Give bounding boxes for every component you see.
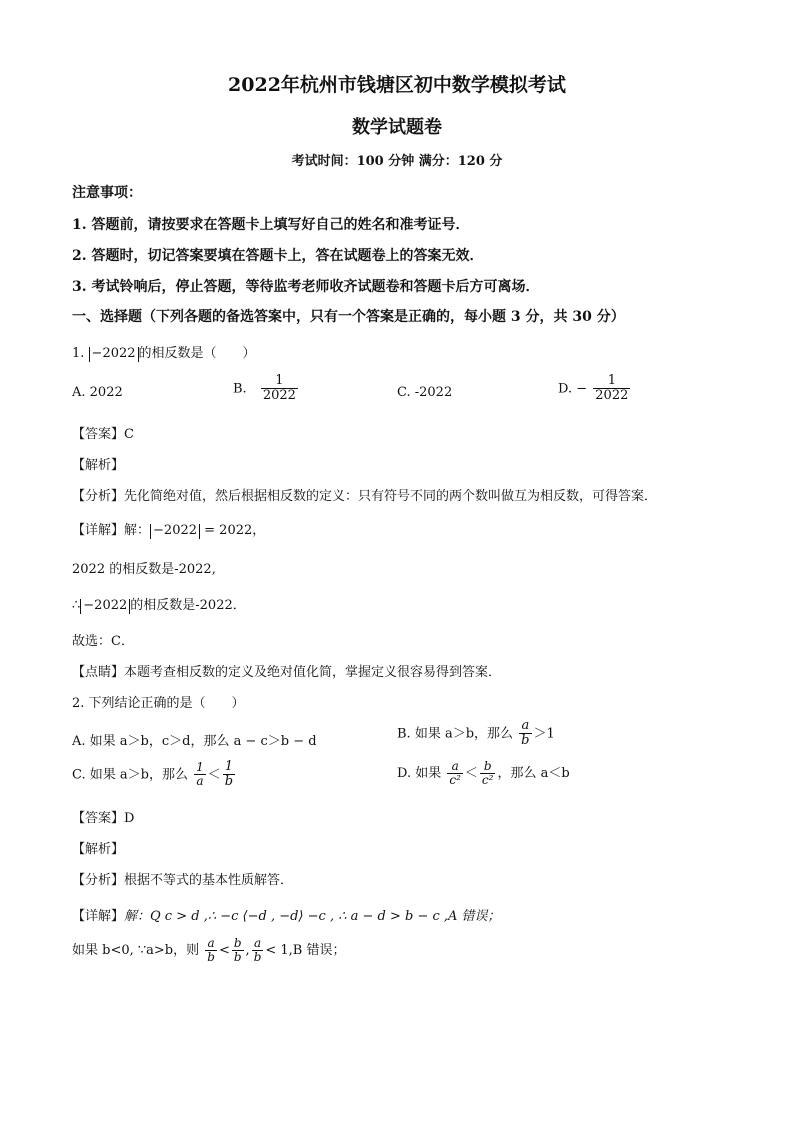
q1-option-c: C. -2022 [397, 385, 453, 400]
fraction-denominator: b [224, 774, 234, 790]
comma: , [245, 943, 250, 959]
exam-info: 考试时间：100 分钟 满分：120 分 [291, 154, 503, 169]
q1-option-b-fraction [261, 374, 298, 404]
answer-tag: 【答案】 [72, 811, 125, 826]
q1-stem [72, 342, 256, 362]
answer-tag: 【答案】 [72, 427, 125, 442]
dianjing-text: 本题考查相反数的定义及绝对值化简，掌握定义很容易得到答案． [124, 665, 502, 680]
fenxi-text: 根据不等式的基本性质解答． [124, 873, 294, 888]
q2-option-d [397, 760, 570, 787]
q2-option-d-prefix: D. 如果 [397, 766, 442, 782]
fraction-numerator: a [521, 718, 530, 733]
fraction-denominator: b [253, 950, 262, 965]
q1-abs-value: −2022 [89, 347, 139, 362]
fraction-denominator: b [207, 950, 215, 965]
q1-stem-tail: 的相反数是（ ） [138, 346, 256, 361]
exam-subtitle: 数学试题卷 [352, 117, 442, 138]
q2-option-c-fraction-2 [223, 760, 235, 790]
fenxi-tag: 【分析】 [72, 489, 125, 504]
q2-detail [72, 905, 501, 924]
fraction-denominator: 2022 [262, 388, 296, 404]
q2-option-c [72, 760, 237, 790]
answer-value: D [124, 811, 135, 826]
less-than: < [218, 943, 230, 959]
fraction-numerator: 1 [196, 760, 204, 775]
fraction-numerator: 1 [607, 373, 616, 388]
fraction-numerator: a [451, 759, 459, 773]
note-item-1: 1. 答题前，请按要求在答题卡上填写好自己的姓名和准考证号． [72, 217, 470, 233]
fraction-denominator: a [194, 774, 206, 788]
note-item-2: 2. 答题时，切记答案要填在答题卡上，答在试题卷上的答案无效． [72, 248, 484, 264]
therefore-symbol: ∴ [72, 598, 81, 613]
less-than: ＜ [207, 767, 221, 783]
q2-option-d-fraction-1 [447, 760, 463, 787]
detail-eq: = 2022， [204, 523, 266, 538]
q1-option-a: A. 2022 [72, 385, 123, 400]
q1-answer [72, 423, 134, 442]
q1-choose: 故选：C． [72, 634, 134, 649]
note-item-3: 3. 考试铃响后，停止答题，等待监考老师收齐试题卷和答题卡后方可离场． [72, 279, 540, 295]
fraction-numerator: b [483, 759, 492, 773]
line3-abs-value: −2022 [80, 599, 130, 614]
fraction-denominator: c² [481, 773, 494, 788]
less-than: ＜ [464, 766, 478, 782]
q2-answer [72, 807, 134, 826]
fraction-numerator: a [207, 936, 215, 950]
q2-option-b-prefix: B. 如果 a＞b，那么 [397, 726, 514, 742]
fraction-numerator: 1 [224, 759, 234, 774]
q2-option-b [397, 719, 555, 749]
detail-abs-value: −2022 [150, 524, 200, 539]
line2-fraction-3 [252, 937, 264, 964]
exam-title: 2022年杭州市钱塘区初中数学模拟考试 [228, 74, 566, 96]
fenxi-text: 先化简绝对值，然后根据相反数的定义：只有符号不同的两个数叫做互为相反数，可得答案． [124, 489, 658, 504]
fraction-denominator: b [521, 733, 530, 749]
answer-value: C [124, 427, 134, 442]
detail-prefix: 解： [124, 523, 151, 538]
q1-fenxi [72, 485, 657, 504]
fraction-denominator: b [233, 950, 242, 965]
detail-tag: 【详解】 [72, 523, 125, 538]
detail-tag: 【详解】 [72, 909, 125, 924]
q2-option-d-suffix: ，那么 a＜b [497, 766, 570, 782]
q2-option-c-prefix: C. 如果 a＞b，那么 [72, 767, 188, 783]
q1-line2: 2022 的相反数是-2022, [72, 562, 216, 577]
q2-option-b-suffix: ＞1 [533, 726, 555, 742]
fraction-denominator: 2022 [595, 388, 629, 404]
fenxi-tag: 【分析】 [72, 873, 125, 888]
q1-option-d-sign: − [576, 381, 588, 397]
q1-number: 1. [72, 346, 85, 361]
line2-prefix: 如果 b<0, ∵a>b，则 [72, 943, 200, 959]
q2-fenxi [72, 869, 293, 888]
fraction-numerator: b [233, 936, 242, 950]
q1-analysis-tag: 【解析】 [72, 458, 125, 473]
line2-suffix: < 1,B 错误； [265, 943, 346, 959]
q2-option-d-fraction-2 [480, 760, 496, 787]
line2-fraction-1 [205, 937, 217, 964]
q1-option-d-label: D. [558, 381, 573, 397]
line2-fraction-2 [232, 937, 244, 964]
q2-analysis-tag: 【解析】 [72, 842, 125, 857]
dianjing-tag: 【点睛】 [72, 665, 125, 680]
line3-tail: 的相反数是-2022． [130, 598, 246, 613]
q1-option-b [233, 374, 300, 404]
q2-option-a: A. 如果 a＞b，c＞d，那么 a − c＞b − d [72, 734, 317, 749]
q2-option-c-fraction-1 [194, 761, 206, 788]
fraction-numerator: 1 [275, 373, 284, 388]
q1-option-d [558, 374, 632, 404]
q2-stem: 2. 下列结论正确的是（ ） [72, 696, 245, 711]
q1-dianjing [72, 661, 501, 680]
q2-option-b-fraction [519, 719, 531, 749]
q2-detail-line2 [72, 937, 346, 964]
detail-text: 解：Q c > d ,∴ −c ⟨−d , −d⟩ −c , ∴ a − d > b − c ,A 错误； [124, 909, 501, 924]
notes-heading: 注意事项： [72, 185, 142, 201]
fraction-denominator: c² [449, 773, 461, 788]
section-heading: 一、选择题（下列各题的备选答案中，只有一个答案是正确的，每小题 3 分，共 30 分） [72, 309, 625, 325]
q1-option-b-label: B. [233, 381, 247, 397]
q1-option-d-fraction [593, 374, 630, 404]
q1-line3 [72, 594, 246, 614]
q1-detail [72, 519, 265, 539]
fraction-numerator: a [253, 936, 262, 950]
